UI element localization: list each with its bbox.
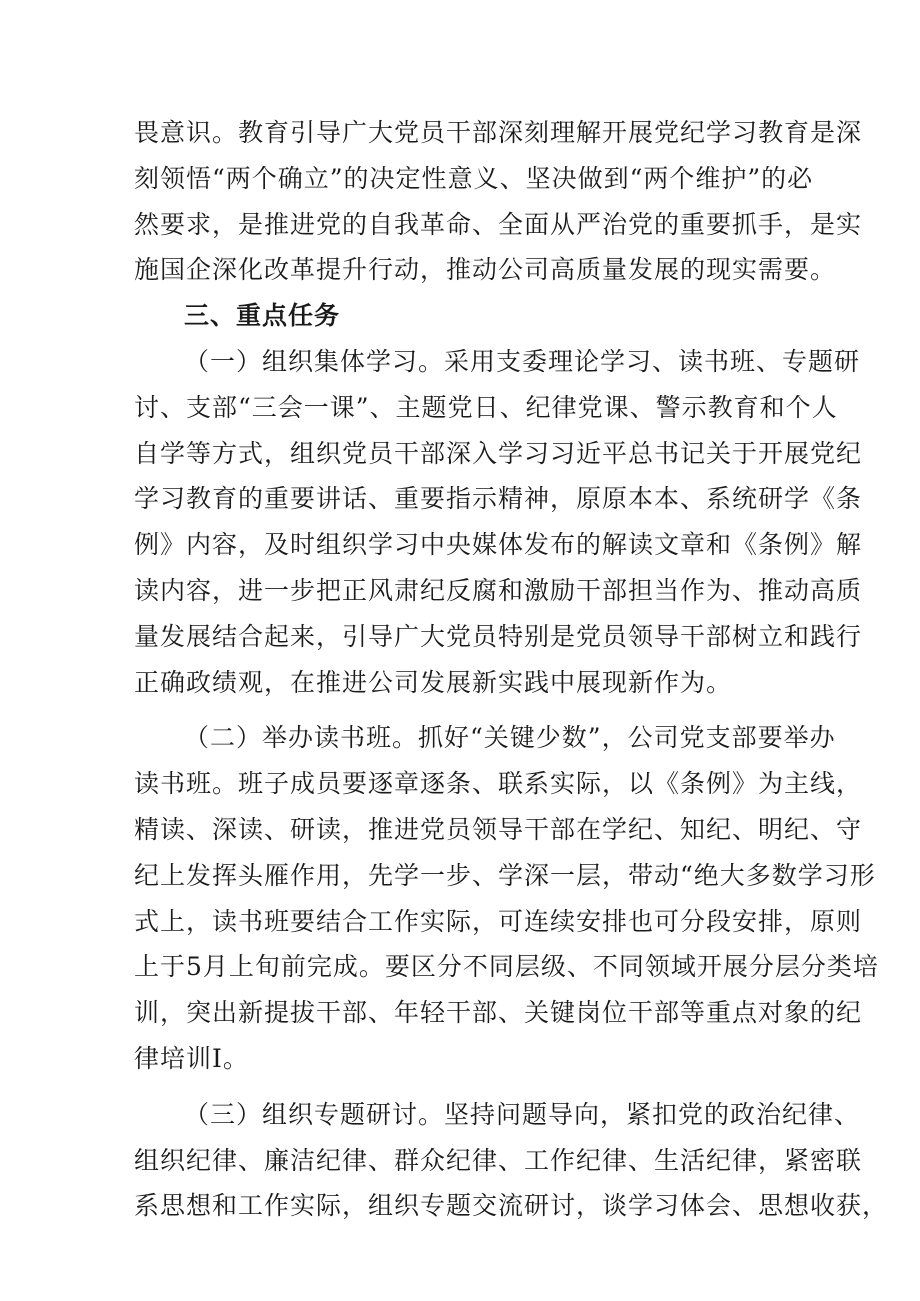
paragraph-collective-study xyxy=(134,339,863,705)
text-line: 上于5月上旬前完成。要区分不同层级、不同领域开展分层分类培 xyxy=(134,952,879,982)
text-line: 然要求，是推进党的自我革命、全面从严治党的重要抓手，是实 xyxy=(134,209,863,239)
text-line: 训，突出新提拔干部、年轻干部、关键岗位干部等重点对象的纪 xyxy=(134,998,863,1028)
text-line: （一）组织集体学习。采用支委理论学习、读书班、专题研 xyxy=(184,346,861,376)
text-line: 式上，读书班要结合工作实际，可连续安排也可分段安排，原则 xyxy=(134,906,863,936)
text-line: 纪上发挥头雁作用，先学一步、学深一层，带动“绝大多数学习形 xyxy=(134,860,876,890)
paragraph-seminar xyxy=(134,1092,889,1229)
text-line: 讨、支部“三会一课”、主题党日、纪律党课、警示教育和个人 xyxy=(134,392,838,422)
text-line: 例》内容，及时组织学习中央媒体发布的解读文章和《条例》解 xyxy=(134,530,863,560)
text-line: 读书班。班子成员要逐章逐条、联系实际，以《条例》为主线， xyxy=(134,769,863,799)
text-line: 系思想和工作实际，组织专题交流研讨，谈学习体会、思想收获， xyxy=(134,1191,889,1221)
text-line: 量发展结合起来，引导广大党员特别是党员领导干部树立和践行 xyxy=(134,621,863,651)
section-heading: 三、重点任务 xyxy=(184,301,341,331)
paragraph-gap xyxy=(134,1082,794,1092)
text-line: 学习教育的重要讲话、重要指示精神，原原本本、系统研学《条 xyxy=(134,484,863,514)
text-line: 畏意识。教育引导广大党员干部深刻理解开展党纪学习教育是深 xyxy=(134,118,863,147)
document-body xyxy=(134,110,889,1229)
text-line: 施国企深化改革提升行动，推动公司高质量发展的现实需要。 xyxy=(134,255,837,285)
text-line: 正确政绩观，在推进公司发展新实践中展现新作为。 xyxy=(134,667,733,697)
text-line: （三）组织专题研讨。坚持问题导向，紧扣党的政治纪律、 xyxy=(184,1099,861,1129)
paragraph-gap xyxy=(134,705,794,715)
text-line: （二）举办读书班。抓好“关键少数”，公司党支部要举办 xyxy=(184,723,836,753)
paragraph-reading-class xyxy=(134,715,879,1081)
intro-paragraph xyxy=(134,110,863,293)
text-line: 自学等方式，组织党员干部深入学习习近平总书记关于开展党纪 xyxy=(134,438,863,468)
text-line: 精读、深读、研读，推进党员领导干部在学纪、知纪、明纪、守 xyxy=(134,814,863,844)
text-line: 律培训I。 xyxy=(134,1043,249,1073)
text-line: 读内容，进一步把正风肃纪反腐和激励干部担当作为、推动高质 xyxy=(134,575,863,605)
text-line: 刻领悟“两个确立”的决定性意义、坚决做到“两个维护”的必 xyxy=(134,163,814,193)
text-line: 组织纪律、廉洁纪律、群众纪律、工作纪律、生活纪律，紧密联 xyxy=(134,1145,863,1175)
